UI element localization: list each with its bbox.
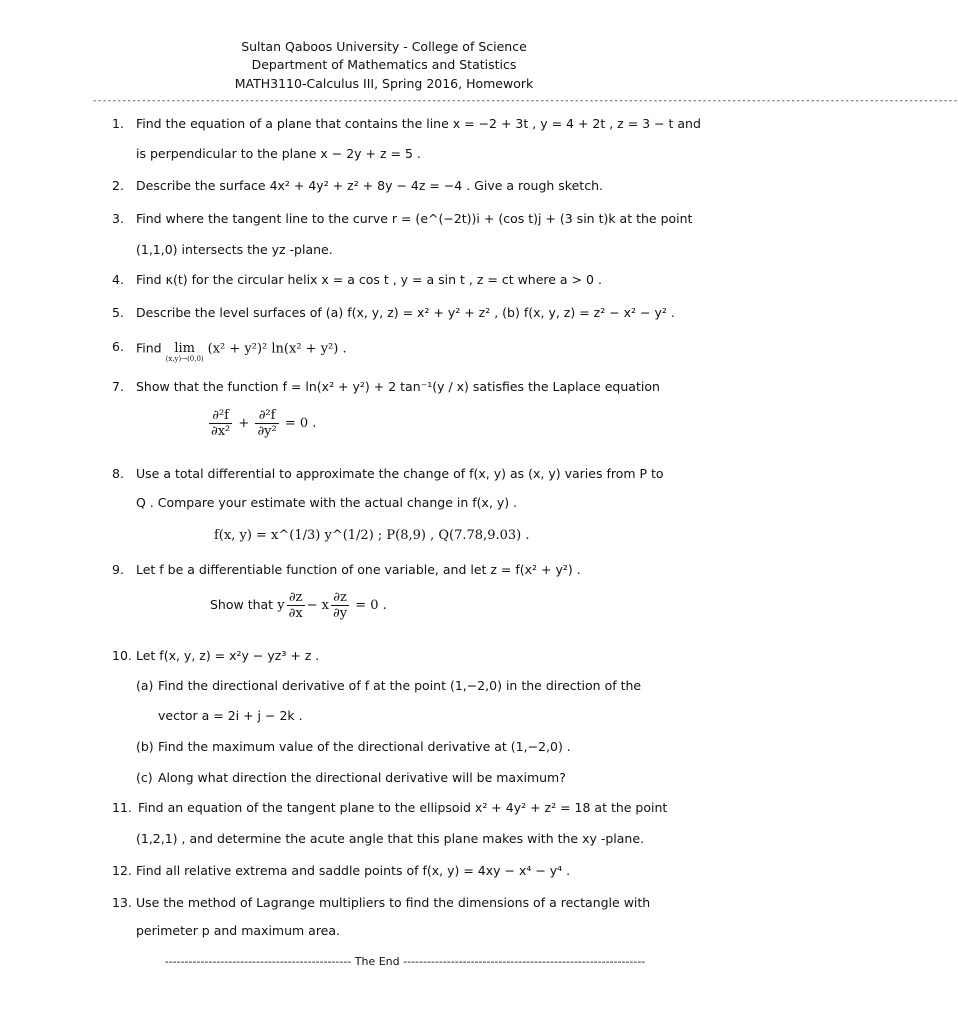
problem-9-rhs: = 0 . [355,598,387,613]
problem-8-line-1: Use a total differential to approximate the change of f(x, y) as (x, y) varies from P to [136,466,664,481]
end-rule-left: ----------------------------------------------- [164,955,355,968]
problem-1-line-1: Find the equation of a plane that contains the line x = −2 + 3t , y = 4 + 2t , z = 3 − t and [136,116,701,131]
header-divider: -------------------------------------------------------------------------------------------------------------------------------------------------------------------------------- [92,96,958,106]
problem-3-line-1: Find where the tangent line to the curve r = (e^(−2t))i + (cos t)j + (3 sin t)k at the point [136,211,693,226]
university-title: Sultan Qaboos University - College of Science [241,39,527,54]
problem-5-number: 5. [112,305,124,320]
problem-11-number: 11. [112,800,132,815]
fraction-dzdy [331,590,349,621]
problem-6-find-label: Find [136,340,162,356]
end-marker [135,955,675,968]
dzdy-numerator: ∂z [331,590,349,606]
fraction-fyy [255,408,278,439]
problem-10c-label: (c) [136,770,153,785]
problem-8-number: 8. [112,466,124,481]
fyy-numerator: ∂²f [255,408,278,424]
course-title: MATH3110-Calculus III, Spring 2016, Homework [234,76,534,91]
end-label: The End [354,955,400,968]
problem-12-number: 12. [112,863,132,878]
problem-6-expression: (x² + y²)² ln(x² + y²) . [207,341,347,357]
minus-x: − x [306,598,330,613]
problem-8-function: f(x, y) = x^(1/3) y^(1/2) ; P(8,9) , Q(7.78,9.03) . [214,528,530,543]
problem-9-number: 9. [112,562,124,577]
problem-10-line-1: Let f(x, y, z) = x²y − yz³ + z . [136,648,320,663]
laplace-rhs: = 0 . [284,416,317,431]
problem-10-number: 10. [112,648,132,663]
problem-2-line-1: Describe the surface 4x² + 4y² + z² + 8y − 4z = −4 . Give a rough sketch. [136,178,603,193]
department-title: Department of Mathematics and Statistics [251,57,517,72]
problem-6-number: 6. [112,339,124,354]
problem-10a-line-1: Find the directional derivative of f at the point (1,−2,0) in the direction of the [158,678,642,693]
limit-word: lim [174,341,195,356]
problem-11-line-1: Find an equation of the tangent plane to the ellipsoid x² + 4y² + z² = 18 at the point [138,800,668,815]
problem-13-number: 13. [112,895,132,910]
problem-6-line-1 [136,339,347,363]
problem-8-line-2: Q . Compare your estimate with the actual change in f(x, y) . [136,495,518,510]
problem-13-line-2: perimeter p and maximum area. [136,923,341,938]
problem-7-line-1: Show that the function f = ln(x² + y²) + 2 tan⁻¹(y / x) satisfies the Laplace equation [136,379,660,394]
end-rule-right: ------------------------------------------------------------- [399,955,646,968]
problem-10b-label: (b) [136,739,154,754]
dzdx-denominator: ∂x [288,606,303,621]
limit-subscript: (x,y)→(0,0) [165,355,204,363]
y-factor: y [277,598,285,613]
dzdx-numerator: ∂z [287,590,305,606]
problem-10a-label: (a) [136,678,154,693]
problem-4-line-1: Find κ(t) for the circular helix x = a cos t , y = a sin t , z = ct where a > 0 . [136,272,602,287]
problem-1-line-2: is perpendicular to the plane x − 2y + z = 5 . [136,146,421,161]
problem-2-number: 2. [112,178,124,193]
problem-10b-line-1: Find the maximum value of the directional derivative at (1,−2,0) . [158,739,571,754]
problem-12-line-1: Find all relative extrema and saddle points of f(x, y) = 4xy − x⁴ − y⁴ . [136,863,571,878]
problem-11-line-2: (1,2,1) , and determine the acute angle that this plane makes with the xy -plane. [136,831,645,846]
fxx-denominator: ∂x² [211,424,231,439]
laplace-equation: $\frac{\text{∂²f}}{\text{∂x²}}$ + $\frac{\text{∂²f}}{\text{∂y²}}$ = 0 . [211,408,317,439]
limit-operator [166,343,204,363]
problem-3-number: 3. [112,211,124,226]
problem-10a-line-2: vector a = 2i + j − 2k . [158,708,303,723]
problem-1-number: 1. [112,116,124,131]
problem-7-number: 7. [112,379,124,394]
problem-3-line-2: (1,1,0) intersects the yz -plane. [136,242,333,257]
problem-9-equation [210,590,387,621]
fxx-numerator: ∂²f [209,408,232,424]
fraction-dzdx [287,590,305,621]
fyy-denominator: ∂y² [257,424,277,439]
fraction-fxx [209,408,232,439]
problem-4-number: 4. [112,272,124,287]
problem-10c-line-1: Along what direction the directional derivative will be maximum? [158,770,566,785]
dzdy-denominator: ∂y [333,606,348,621]
problem-9-line-1: Let f be a differentiable function of one variable, and let z = f(x² + y²) . [136,562,581,577]
show-that-label: Show that [210,597,274,612]
problem-5-line-1: Describe the level surfaces of (a) f(x, y, z) = x² + y² + z² , (b) f(x, y, z) = z² − x² − y² . [136,305,675,320]
problem-13-line-1: Use the method of Lagrange multipliers to find the dimensions of a rectangle with [136,895,651,910]
